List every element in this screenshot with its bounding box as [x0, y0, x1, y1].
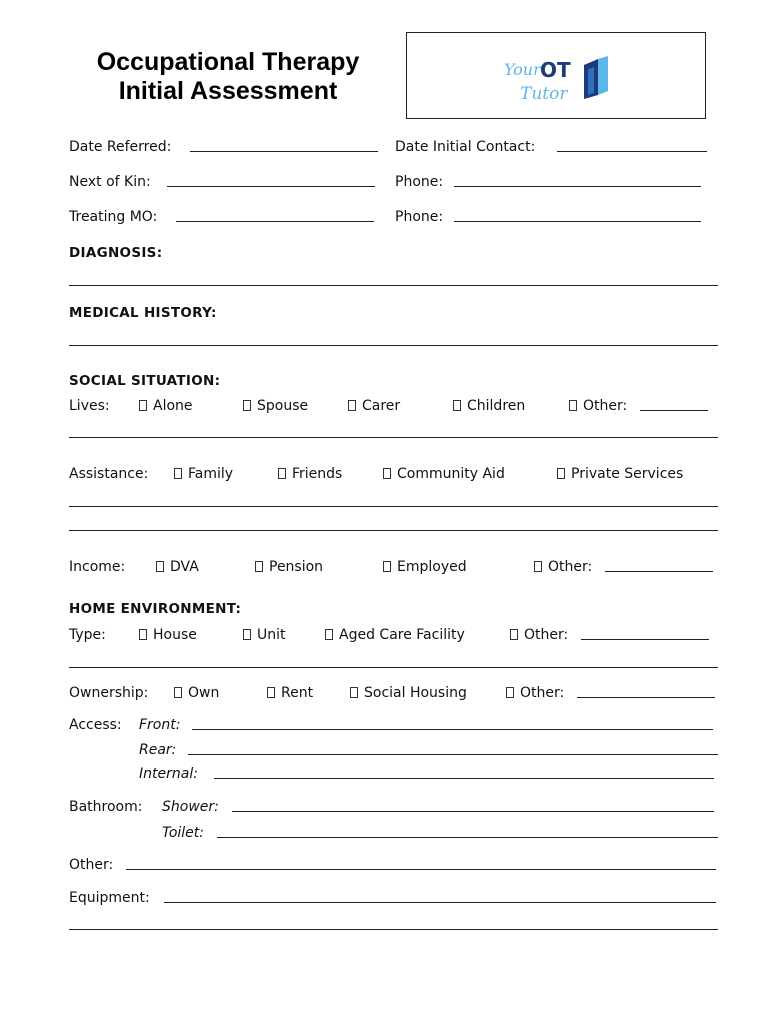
treating-mo-row: [69, 207, 709, 227]
other-row: [69, 855, 717, 875]
medical-history-field[interactable]: [69, 345, 718, 346]
income-other-field[interactable]: [605, 571, 713, 572]
equipment-notes-field[interactable]: [69, 929, 718, 930]
ownership-option-other[interactable]: Other:: [506, 683, 564, 703]
assistance-option-private-services[interactable]: Private Services: [557, 464, 683, 484]
access-front-row: [69, 715, 715, 735]
assistance-option-family[interactable]: Family: [174, 464, 233, 484]
ownership-label: Ownership:: [69, 685, 149, 701]
checkbox-icon: [243, 629, 251, 640]
date-initial-contact-label: Date Initial Contact:: [395, 139, 536, 155]
other-field[interactable]: [126, 869, 716, 870]
type-option-unit[interactable]: Unit: [243, 625, 286, 645]
checkbox-icon: [325, 629, 333, 640]
lives-other-field[interactable]: [640, 410, 708, 411]
access-rear-field[interactable]: [188, 754, 718, 755]
equipment-label: Equipment:: [69, 890, 150, 906]
bathroom-shower-field[interactable]: [232, 811, 714, 812]
treating-mo-phone-label: Phone:: [395, 209, 444, 225]
access-internal-row: [69, 764, 715, 784]
next-of-kin-field[interactable]: [167, 186, 375, 187]
logo-text-ot: OT: [540, 58, 571, 82]
checkbox-icon: [383, 468, 391, 479]
checkbox-icon: [174, 468, 182, 479]
income-option-pension[interactable]: Pension: [255, 557, 323, 577]
other-label: Other:: [69, 857, 114, 873]
lives-label: Lives:: [69, 398, 110, 414]
income-option-dva[interactable]: DVA: [156, 557, 199, 577]
bathroom-shower-row: [69, 797, 715, 817]
diagnosis-field[interactable]: [69, 285, 718, 286]
type-label: Type:: [69, 627, 106, 643]
checkbox-icon: [569, 400, 577, 411]
bathroom-label: Bathroom:: [69, 799, 143, 815]
income-option-other[interactable]: Other:: [534, 557, 592, 577]
access-front-label: Front:: [139, 717, 181, 733]
ownership-option-own[interactable]: Own: [174, 683, 219, 703]
home-environment-heading: HOME ENVIRONMENT:: [69, 601, 242, 617]
access-rear-label: Rear:: [139, 742, 177, 758]
ownership-option-social-housing[interactable]: Social Housing: [350, 683, 467, 703]
your-ot-tutor-logo: [502, 51, 614, 103]
income-row: [69, 557, 714, 577]
lives-option-other[interactable]: Other:: [569, 396, 627, 416]
date-referred-row: [69, 137, 709, 157]
assistance-option-friends[interactable]: Friends: [278, 464, 342, 484]
treating-mo-label: Treating MO:: [69, 209, 158, 225]
assistance-option-community-aid[interactable]: Community Aid: [383, 464, 505, 484]
lives-option-alone[interactable]: Alone: [139, 396, 193, 416]
type-option-other[interactable]: Other:: [510, 625, 568, 645]
type-row: [69, 625, 714, 645]
next-of-kin-label: Next of Kin:: [69, 174, 151, 190]
assistance-notes-field-1[interactable]: [69, 506, 718, 507]
equipment-field[interactable]: [164, 902, 716, 903]
checkbox-icon: [139, 400, 147, 411]
income-option-employed[interactable]: Employed: [383, 557, 467, 577]
lives-option-carer[interactable]: Carer: [348, 396, 400, 416]
form-title-line-2: Initial Assessment: [118, 77, 338, 105]
checkbox-icon: [534, 561, 542, 572]
ownership-row: [69, 683, 717, 703]
checkbox-icon: [267, 687, 275, 698]
next-of-kin-phone-field[interactable]: [454, 186, 701, 187]
social-situation-heading: SOCIAL SITUATION:: [69, 373, 221, 389]
next-of-kin-row: [69, 172, 709, 192]
date-referred-label: Date Referred:: [69, 139, 172, 155]
ownership-option-rent[interactable]: Rent: [267, 683, 313, 703]
lives-notes-field[interactable]: [69, 437, 718, 438]
equipment-row: [69, 888, 717, 908]
checkbox-icon: [278, 468, 286, 479]
checkbox-icon: [557, 468, 565, 479]
logo-box: [406, 32, 706, 119]
access-internal-label: Internal:: [139, 766, 198, 782]
checkbox-icon: [453, 400, 461, 411]
form-title: [60, 48, 396, 106]
checkbox-icon: [506, 687, 514, 698]
medical-history-heading: MEDICAL HISTORY:: [69, 305, 217, 321]
checkbox-icon: [350, 687, 358, 698]
checkbox-icon: [139, 629, 147, 640]
lives-option-children[interactable]: Children: [453, 396, 525, 416]
date-referred-field[interactable]: [190, 151, 378, 152]
checkbox-icon: [348, 400, 356, 411]
type-notes-field[interactable]: [69, 667, 718, 668]
assistance-label: Assistance:: [69, 466, 149, 482]
date-initial-contact-field[interactable]: [557, 151, 707, 152]
checkbox-icon: [174, 687, 182, 698]
income-label: Income:: [69, 559, 126, 575]
bathroom-shower-label: Shower:: [162, 799, 219, 815]
access-internal-field[interactable]: [214, 778, 714, 779]
access-label: Access:: [69, 717, 122, 733]
logo-text-tutor: Tutor: [520, 84, 568, 103]
bathroom-toilet-field[interactable]: [217, 837, 718, 838]
ownership-other-field[interactable]: [577, 697, 715, 698]
checkbox-icon: [383, 561, 391, 572]
checkbox-icon: [255, 561, 263, 572]
logo-text-your: Your: [504, 60, 541, 79]
checkbox-icon: [243, 400, 251, 411]
access-front-field[interactable]: [192, 729, 713, 730]
bathroom-toilet-row: [69, 823, 719, 843]
lives-option-spouse[interactable]: Spouse: [243, 396, 308, 416]
access-rear-row: [69, 740, 719, 760]
book-icon: [584, 56, 608, 99]
checkbox-icon: [510, 629, 518, 640]
bathroom-toilet-label: Toilet:: [162, 825, 204, 841]
treating-mo-field[interactable]: [176, 221, 374, 222]
type-option-aged-care-facility[interactable]: Aged Care Facility: [325, 625, 465, 645]
assistance-notes-field-2[interactable]: [69, 530, 718, 531]
assistance-row: [69, 464, 714, 484]
type-option-house[interactable]: House: [139, 625, 197, 645]
type-other-field[interactable]: [581, 639, 709, 640]
checkbox-icon: [156, 561, 164, 572]
form-title-line-1: Occupational Therapy: [96, 48, 360, 76]
treating-mo-phone-field[interactable]: [454, 221, 701, 222]
diagnosis-heading: DIAGNOSIS:: [69, 245, 163, 261]
lives-row: [69, 396, 714, 416]
next-of-kin-phone-label: Phone:: [395, 174, 444, 190]
